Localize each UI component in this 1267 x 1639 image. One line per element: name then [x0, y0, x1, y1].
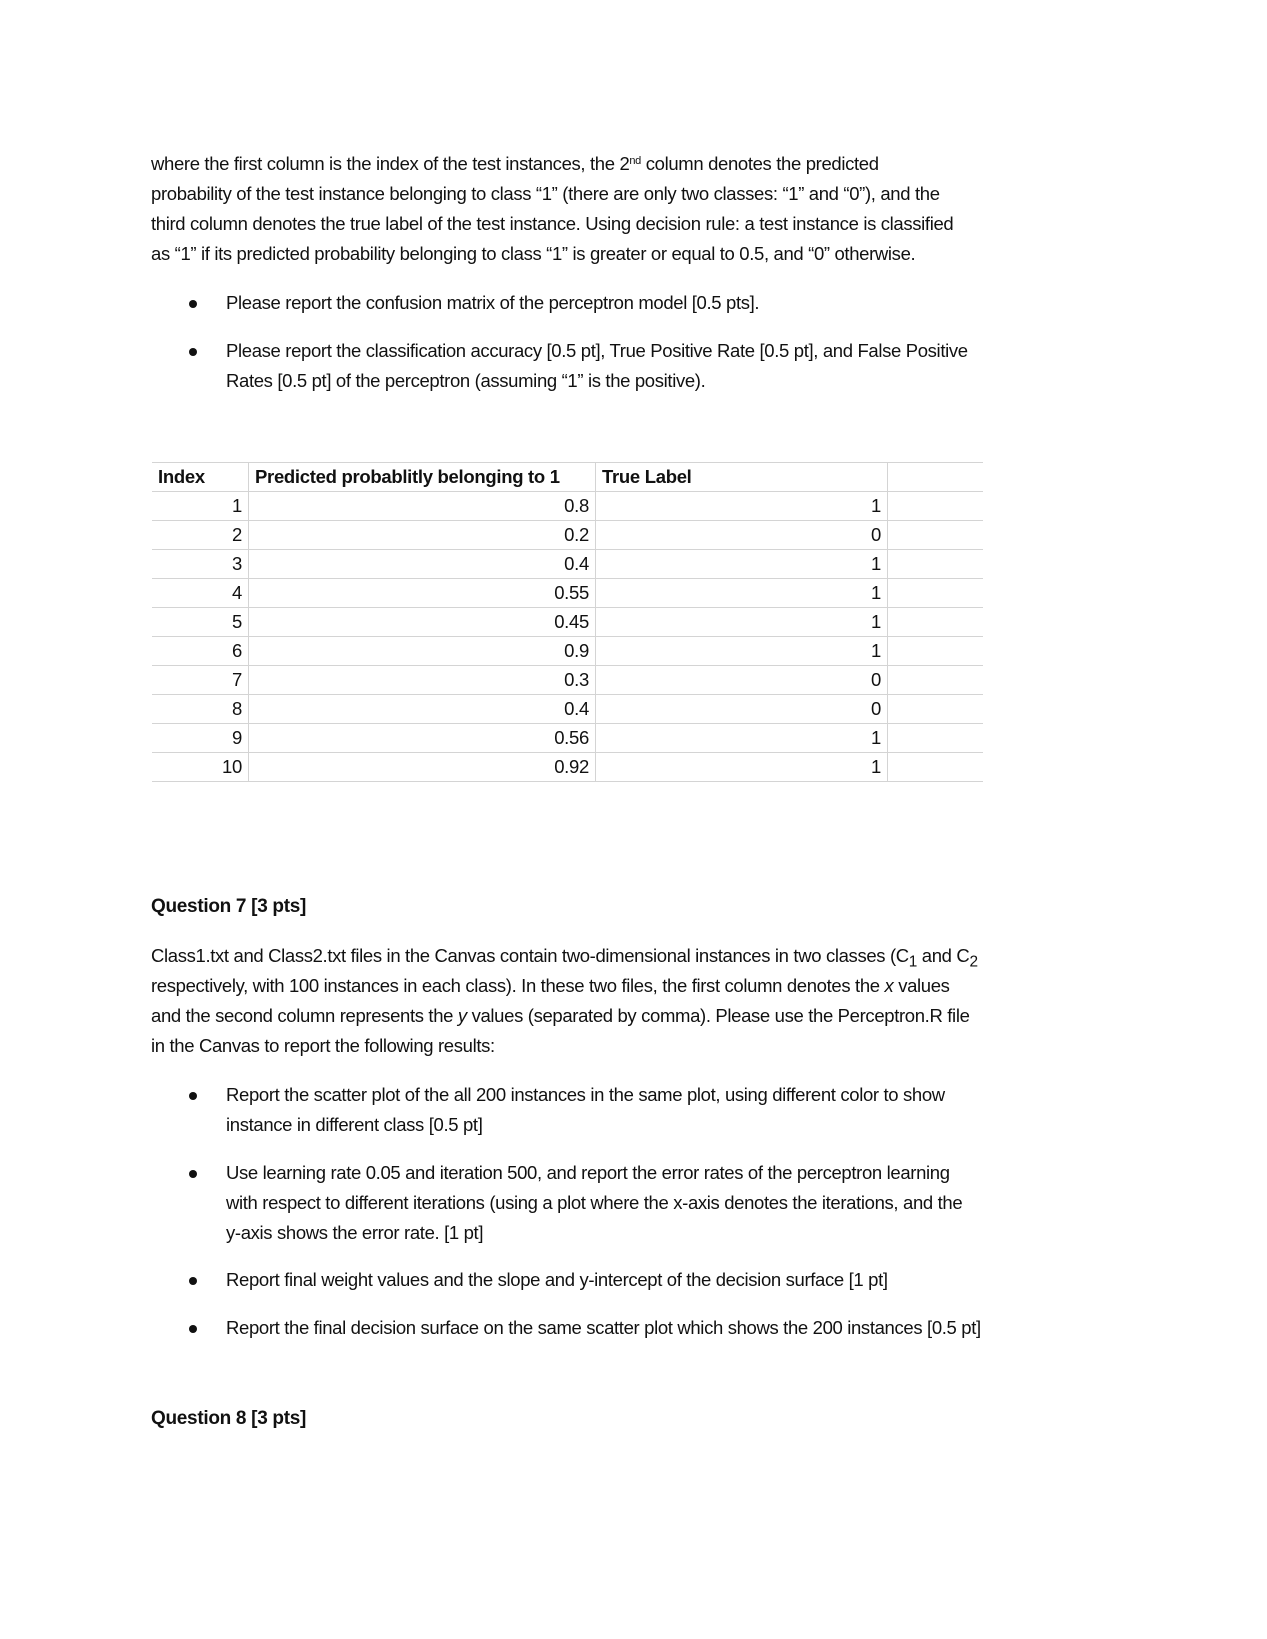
empty-cell [888, 579, 984, 608]
bullet-icon [189, 1325, 197, 1333]
probability-cell: 0.8 [249, 492, 596, 521]
true-label-cell: 1 [596, 608, 888, 637]
text: values (separated by comma). Please use the Perceptron.R file [466, 1005, 970, 1026]
table-row [152, 724, 983, 753]
question-8-heading: Question 8 [3 pts] [151, 1408, 307, 1429]
true-label-cell: 1 [596, 753, 888, 782]
bullet-icon [189, 1092, 197, 1100]
header-true-label: True Label [596, 463, 888, 492]
text-line: Please report the classification accuracy [0.5 pt], True Positive Rate [0.5 pt], and False Positive [226, 340, 968, 361]
table-row [152, 666, 983, 695]
true-label-cell: 1 [596, 492, 888, 521]
probability-cell: 0.4 [249, 695, 596, 724]
probability-cell: 0.2 [249, 521, 596, 550]
prediction-table [152, 462, 983, 782]
index-cell: 3 [152, 550, 249, 579]
text: Class1.txt and Class2.txt files in the Canvas contain two-dimensional instances in two classes (C [151, 945, 909, 966]
text-line [151, 941, 978, 971]
table-header-row [152, 463, 983, 492]
index-cell: 1 [152, 492, 249, 521]
text-line: probability of the test instance belonging to class “1” (there are only two classes: “1” and “0”), and the [151, 183, 940, 204]
empty-cell [888, 492, 984, 521]
table-row [152, 608, 983, 637]
text: and the second column represents the [151, 1005, 458, 1026]
index-cell: 6 [152, 637, 249, 666]
text-line: Report the scatter plot of the all 200 instances in the same plot, using different color to show [226, 1084, 945, 1105]
question-7-paragraph [151, 941, 978, 1061]
empty-cell [888, 724, 984, 753]
empty-cell [888, 550, 984, 579]
text-line: instance in different class [0.5 pt] [226, 1114, 483, 1135]
text: values [893, 975, 950, 996]
empty-cell [888, 695, 984, 724]
text-line [151, 1001, 978, 1031]
header-index: Index [152, 463, 249, 492]
text-line: Use learning rate 0.05 and iteration 500, and report the error rates of the perceptron learning [226, 1162, 950, 1183]
true-label-cell: 1 [596, 579, 888, 608]
text: column denotes the predicted [640, 153, 879, 174]
text-line: in the Canvas to report the following results: [151, 1035, 495, 1056]
empty-cell [888, 608, 984, 637]
table-row [152, 579, 983, 608]
empty-cell [888, 666, 984, 695]
intro-paragraph [151, 149, 953, 269]
bullet-icon [189, 300, 197, 308]
text-line: with respect to different iterations (using a plot where the x-axis denotes the iterations, and the [226, 1192, 963, 1213]
index-cell: 9 [152, 724, 249, 753]
italic-x: x [884, 975, 894, 996]
bullet-icon [189, 1170, 197, 1178]
probability-cell: 0.4 [249, 550, 596, 579]
header-predicted: Predicted probablitly belonging to 1 [249, 463, 596, 492]
true-label-cell: 1 [596, 550, 888, 579]
empty-cell [888, 463, 984, 492]
bullet-icon [189, 348, 197, 356]
text-line: y-axis shows the error rate. [1 pt] [226, 1222, 484, 1243]
text: and C [917, 945, 970, 966]
superscript: nd [629, 155, 641, 167]
empty-cell [888, 521, 984, 550]
index-cell: 2 [152, 521, 249, 550]
text-line: third column denotes the true label of the test instance. Using decision rule: a test instance is classified [151, 213, 954, 234]
index-cell: 5 [152, 608, 249, 637]
probability-cell: 0.55 [249, 579, 596, 608]
text-line: Please report the confusion matrix of the perceptron model [0.5 pts]. [226, 292, 760, 313]
text-line: Report the final decision surface on the same scatter plot which shows the 200 instances [0.5 pt] [226, 1317, 981, 1338]
subscript: 1 [908, 953, 918, 971]
probability-cell: 0.3 [249, 666, 596, 695]
italic-y: y [457, 1005, 467, 1026]
probability-cell: 0.92 [249, 753, 596, 782]
table-row [152, 492, 983, 521]
index-cell: 8 [152, 695, 249, 724]
table-row [152, 521, 983, 550]
index-cell: 4 [152, 579, 249, 608]
subscript: 2 [969, 953, 978, 971]
true-label-cell: 1 [596, 724, 888, 753]
text-line: Report final weight values and the slope and y-intercept of the decision surface [1 pt] [226, 1269, 888, 1290]
text-line: as “1” if its predicted probability belonging to class “1” is greater or equal to 0.5, and “0” otherwise. [151, 243, 916, 264]
table-row [152, 637, 983, 666]
true-label-cell: 0 [596, 521, 888, 550]
probability-cell: 0.45 [249, 608, 596, 637]
text-line [151, 971, 978, 1001]
text: where the first column is the index of the test instances, the 2 [151, 153, 630, 174]
true-label-cell: 1 [596, 637, 888, 666]
question-7-heading: Question 7 [3 pts] [151, 896, 307, 917]
table-row [152, 753, 983, 782]
table-row [152, 695, 983, 724]
probability-cell: 0.56 [249, 724, 596, 753]
table-row [152, 550, 983, 579]
true-label-cell: 0 [596, 666, 888, 695]
text-line [151, 149, 953, 179]
bullet-icon [189, 1277, 197, 1285]
empty-cell [888, 637, 984, 666]
text: respectively, with 100 instances in each class). In these two files, the first column denotes the [151, 975, 885, 996]
text-line: Rates [0.5 pt] of the perceptron (assuming “1” is the positive). [226, 370, 706, 391]
empty-cell [888, 753, 984, 782]
index-cell: 10 [152, 753, 249, 782]
true-label-cell: 0 [596, 695, 888, 724]
probability-cell: 0.9 [249, 637, 596, 666]
index-cell: 7 [152, 666, 249, 695]
